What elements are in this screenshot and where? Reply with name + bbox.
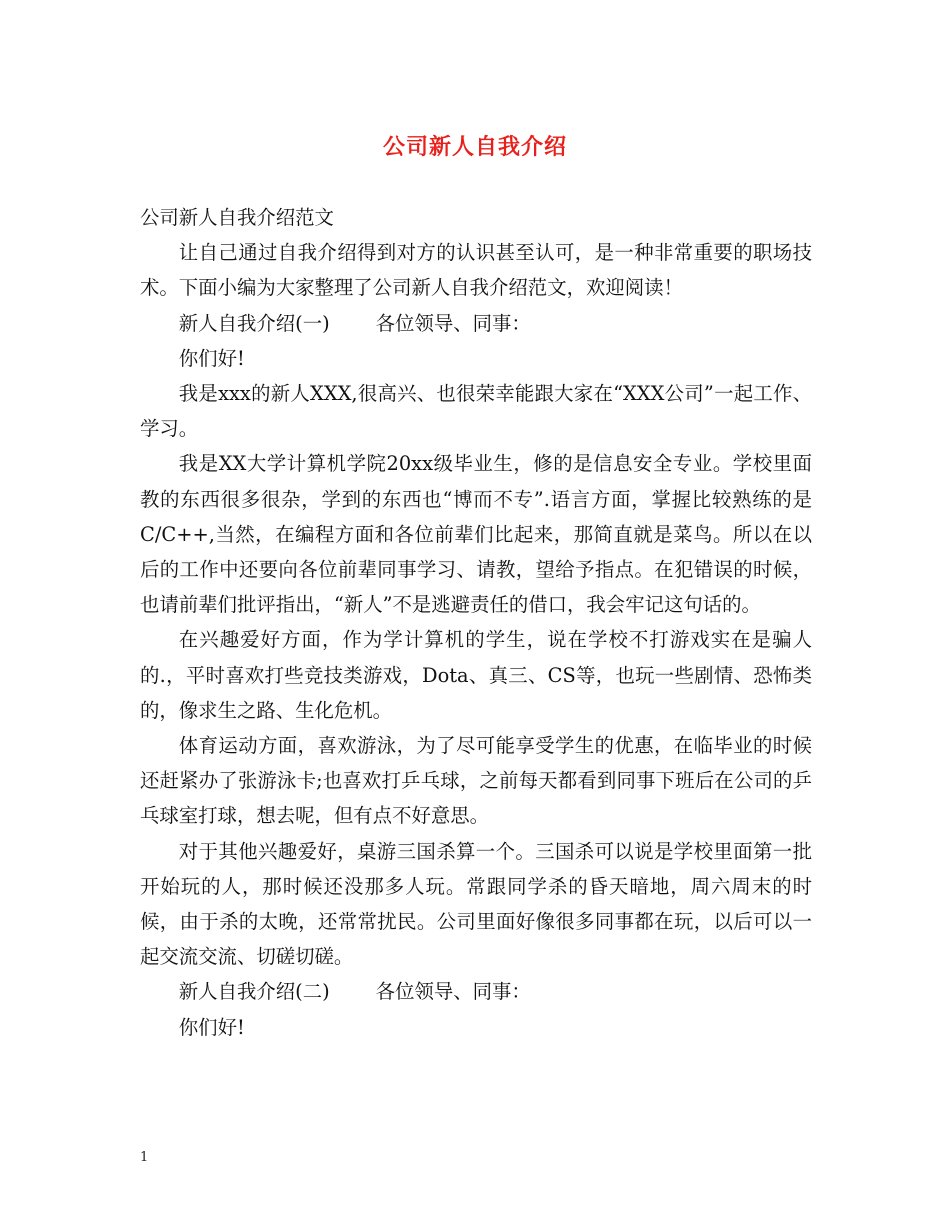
body-paragraph: 在兴趣爱好方面，作为学计算机的学生，说在学校不打游戏实在是骗人的.，平时喜欢打些竞技类游戏，Dota、真三、CS等，也玩一些剧情、恐怖类的，像求生之路、生化危机。 xyxy=(140,628,812,722)
body-paragraph: 体育运动方面，喜欢游泳，为了尽可能享受学生的优惠，在临毕业的时候还赶紧办了张游泳卡;也喜欢打乒乓球，之前每天都看到同事下班后在公司的乒乓球室打球，想去呢，但有点不好意思。 xyxy=(140,734,812,828)
section-one-heading-line xyxy=(140,306,812,341)
section-one-greeting: 各位领导、同事： xyxy=(375,311,531,335)
section-one-heading: 新人自我介绍(一) xyxy=(178,311,330,335)
section-two-heading-line xyxy=(140,974,812,1009)
body-paragraph: 我是XX大学计算机学院20xx级毕业生，修的是信息安全专业。学校里面教的东西很多很杂，学到的东西也“博而不专”.语言方面，掌握比较熟练的是C/C++,当然，在编程方面和各位前辈们比起来，那简直就是菜鸟。所以在以后的工作中还要向各位前辈同事学习、请教，望给予指点。在犯错误的时候，也请前辈们批评指出，“新人”不是逃避责任的借口，我会牢记这句话的。 xyxy=(140,452,812,617)
body-paragraph: 对于其他兴趣爱好，桌游三国杀算一个。三国杀可以说是学校里面第一批开始玩的人，那时候还没那多人玩。常跟同学杀的昏天暗地，周六周末的时候，由于杀的太晚，还常常扰民。公司里面好像很多同事都在玩，以后可以一起交流交流、切磋切磋。 xyxy=(140,839,812,969)
subtitle: 公司新人自我介绍范文 xyxy=(140,206,334,229)
body-paragraph: 我是xxx的新人XXX,很高兴、也很荣幸能跟大家在“XXX公司”一起工作、学习。 xyxy=(140,382,812,441)
document-body xyxy=(140,200,812,1045)
greeting-paragraph: 你们好! xyxy=(178,346,245,370)
section-two-heading: 新人自我介绍(二) xyxy=(178,980,330,1004)
intro-paragraph: 让自己通过自我介绍得到对方的认识甚至认可，是一种非常重要的职场技术。下面小编为大家整理了公司新人自我介绍范文，欢迎阅读！ xyxy=(140,241,812,300)
greeting-paragraph: 你们好! xyxy=(178,1015,245,1039)
section-two-greeting: 各位领导、同事： xyxy=(375,980,531,1004)
page-number: 1 xyxy=(140,1150,149,1165)
page-title: 公司新人自我介绍 xyxy=(382,134,567,160)
